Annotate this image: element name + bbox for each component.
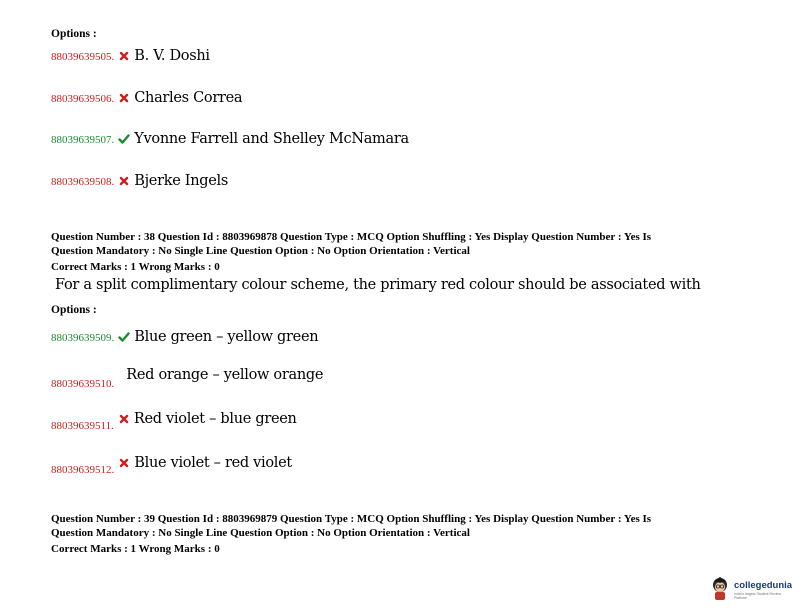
cross-icon — [118, 413, 130, 425]
question-meta — [51, 512, 651, 556]
cross-icon — [118, 457, 130, 469]
option-text: Blue green – yellow green — [134, 329, 319, 345]
option-id: 88039639511. — [51, 420, 114, 432]
option-row — [51, 47, 210, 65]
option-text: Blue violet – red violet — [134, 455, 292, 471]
meta-line: Question Mandatory : No Single Line Question Option : No Option Orientation : Vertical — [51, 245, 470, 257]
question-text: For a split complimentary colour scheme, the primary red colour should be associated with — [55, 277, 701, 293]
meta-line: Question Number : 39 Question Id : 8803969879 Question Type : MCQ Option Shuffling : Yes Display Question Number : Yes Is — [51, 513, 652, 525]
option-text: Red orange – yellow orange — [126, 367, 324, 383]
cross-icon — [118, 175, 130, 187]
option-text: Charles Correa — [134, 90, 243, 106]
logo-wordmark: collegedunia — [734, 580, 792, 591]
logo-tagline: India's largest Student Review Platform — [734, 592, 781, 600]
option-row — [51, 366, 324, 390]
option-id: 88039639505. — [51, 51, 115, 63]
cross-icon — [118, 50, 130, 62]
options-label: Options : — [51, 304, 97, 316]
option-text: B. V. Doshi — [134, 48, 210, 64]
option-row — [51, 454, 292, 476]
meta-line: Question Number : 38 Question Id : 8803969878 Question Type : MCQ Option Shuffling : Yes Display Question Number : Yes Is — [51, 231, 652, 243]
option-row — [51, 172, 228, 190]
question-meta — [51, 230, 651, 274]
cross-icon — [118, 92, 130, 104]
check-icon — [118, 133, 130, 145]
option-id: 88039639506. — [51, 93, 115, 105]
meta-line: Question Mandatory : No Single Line Question Option : No Option Orientation : Vertical — [51, 527, 470, 539]
option-row — [51, 328, 318, 346]
check-icon — [118, 331, 130, 343]
option-text: Bjerke Ingels — [134, 173, 228, 189]
options-label: Options : — [51, 28, 97, 40]
option-id: 88039639509. — [51, 332, 115, 344]
option-text: Yvonne Farrell and Shelley McNamara — [134, 131, 409, 147]
marks-line: Correct Marks : 1 Wrong Marks : 0 — [51, 543, 220, 555]
option-row — [51, 89, 242, 107]
option-row — [51, 130, 409, 148]
option-text: Red violet – blue green — [133, 411, 297, 427]
option-id: 88039639512. — [51, 464, 115, 476]
collegedunia-logo — [708, 576, 792, 602]
option-id: 88039639508. — [51, 176, 115, 188]
option-row — [51, 410, 297, 432]
marks-line: Correct Marks : 1 Wrong Marks : 0 — [51, 261, 220, 273]
option-id: 88039639507. — [51, 134, 115, 146]
option-id: 88039639510. — [51, 378, 115, 390]
collegedunia-mascot-icon — [708, 576, 732, 602]
